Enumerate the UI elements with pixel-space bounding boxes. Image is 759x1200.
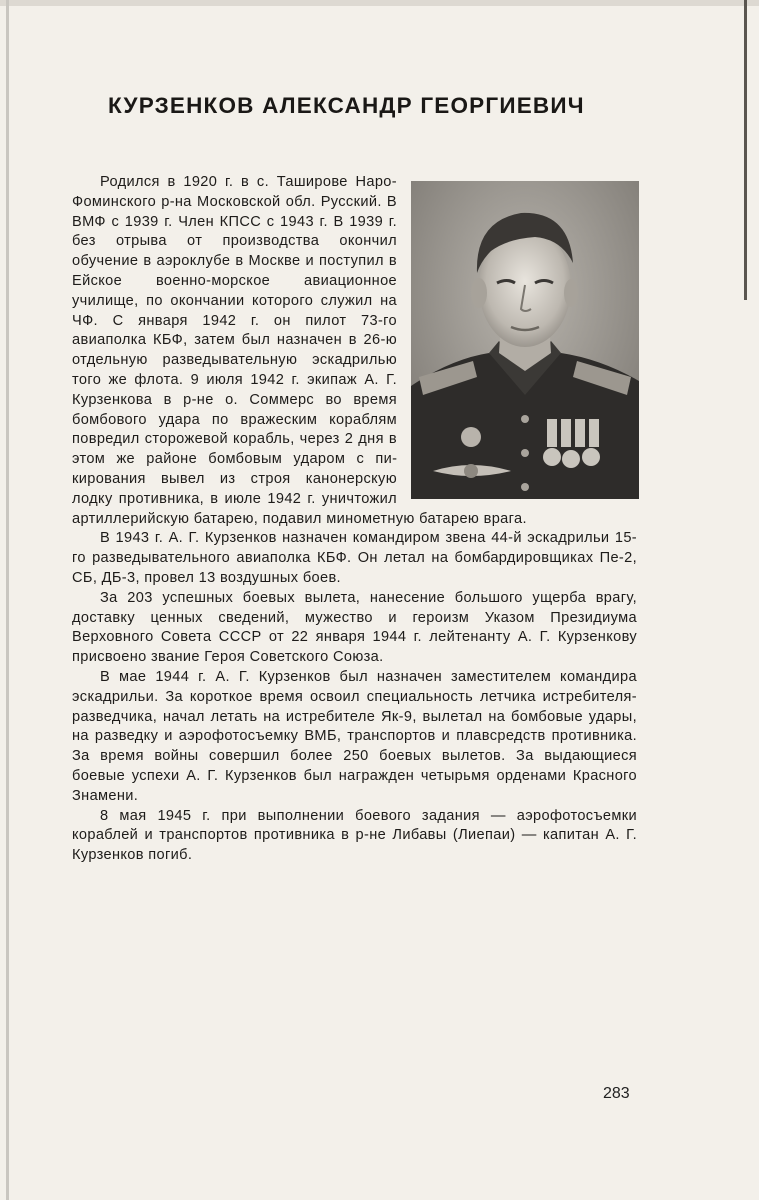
paragraph-5: 8 мая 1945 г. при выполнении боевого задания — аэрофотосъемки кораблей и транспортов противника в р-не Либавы (Лиепаи) — капитан А. Г. Курзенков погиб. [72, 807, 637, 864]
paragraph-3: За 203 успешных боевых вылета, нанесение большого ущерба врагу, доставку ценных сведений, мужество и героизм Указом Президиума Верховного Совета СССР от 22 января 1944 г. лейтенанту А. Г. Курзенкову присвоено звание Героя Советского Союза. [72, 589, 637, 666]
page-number: 283 [603, 1085, 630, 1102]
page-left-edge [6, 0, 9, 1200]
portrait-image [411, 181, 639, 499]
paragraph-4: В мае 1944 г. А. Г. Курзенков был назначен заместителем командира эскадрильи. За короткое время освоил специальность летчика истребителя-разведчика, начал летать на истребителе Як-9, вылетал на бомбовые удары, на разведку и аэрофотосъемку ВМБ, транспортов и плавсредств противника. За время войны совершил более 250 боевых вылетов. За выдающиеся боевые успехи А. Г. Курзенков был награжден четырьмя орденами Красного Знамени. [72, 668, 637, 804]
portrait-photo [411, 181, 639, 499]
page-top-edge [0, 0, 759, 6]
page-right-edge [744, 0, 747, 300]
biography-text [72, 173, 637, 866]
paragraph-2: В 1943 г. А. Г. Курзенков назначен командиром звена 44-й эскадрильи 15-го разведывательного авиаполка КБФ. Он летал на бомбардировщиках Пе-2, СБ, ДБ-3, провел 13 воздушных боев. [72, 530, 637, 586]
page-title: КУРЗЕНКОВ АЛЕКСАНДР ГЕОРГИЕВИЧ [108, 93, 585, 118]
paragraph-1: Родился в 1920 г. в с. Таширове Наро-Фоминского р-на Московской обл. Русский. В ВМФ с 1939 г. Член КПСС с 1943 г. В 1939 г. без отрыва от производства окончил обучение в аэроклубе в Москве и поступил в Ейское военно-морское авиационное училище, по окончании которого служил на ЧФ. С января 1942 г. он пилот 73-го авиаполка КБФ, затем был назначен в 26-ю отдельную разведывательную эскадрилью того же флота. 9 июля 1942 г. экипаж А. Г. Курзенкова в р-не о. Соммерс во время бомбового удара по вражеским кораблям повредил сторожевой корабль, через 2 дня в этом же районе бомбовым ударом с пикирования вывел из строя канонерскую лодку противника, в июле 1942 г. уничтожил артиллерийскую батарею, подавил минометную батарею врага. [72, 174, 527, 527]
